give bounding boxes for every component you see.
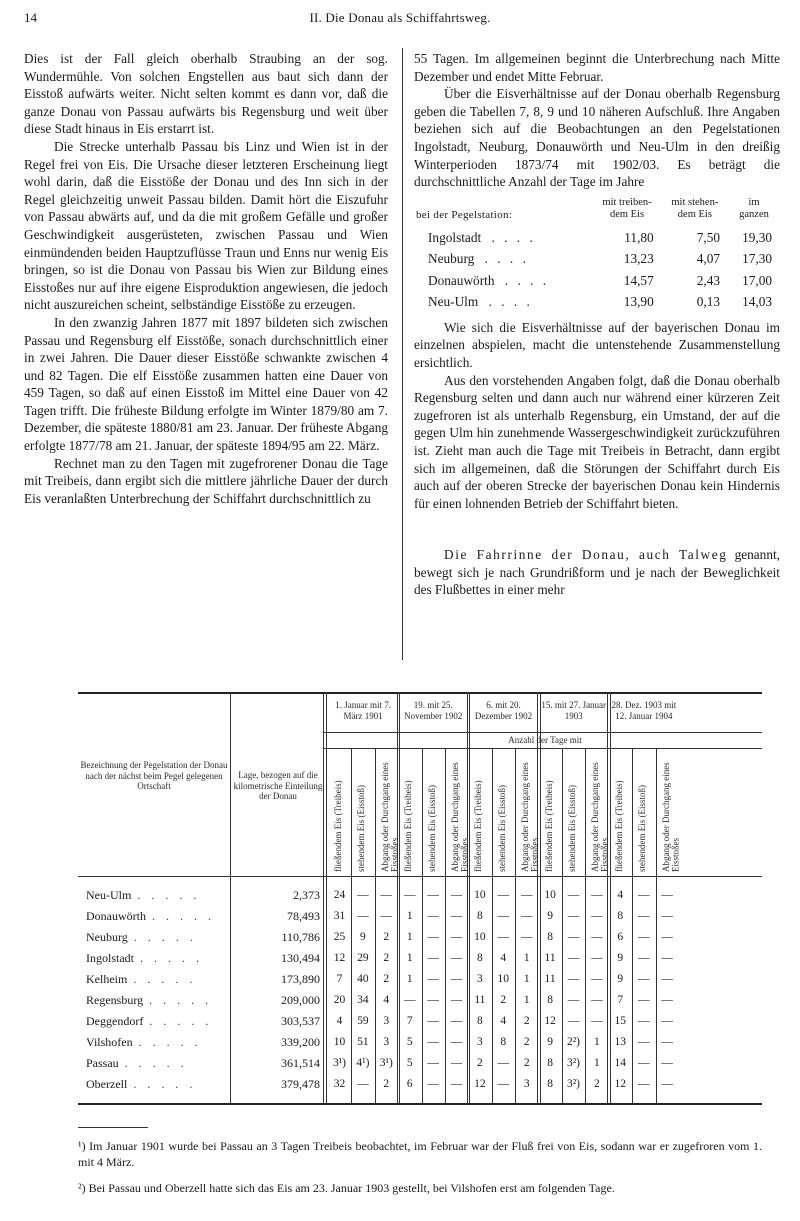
day-count: 2: [477, 1057, 483, 1069]
col-rule: [492, 748, 493, 1103]
station-label: Donauwörth: [428, 272, 495, 288]
footnote-1: ¹) Im Januar 1901 wurde bei Passau an 3 Tagen Treibeis beobachtet, im Februar war der Fluß frei von Eis, sodann war er zugefroren vom 1. mit 4 März.: [78, 1139, 762, 1169]
day-count: 31: [333, 910, 346, 922]
day-count: 2: [383, 1078, 390, 1090]
day-count: —: [567, 994, 580, 1006]
day-count: —: [661, 889, 673, 901]
station-name: [414, 291, 592, 313]
day-count: —: [450, 1078, 463, 1090]
day-count: 3¹): [379, 1057, 393, 1069]
header-rule: [323, 732, 762, 733]
paragraph: Dies ist der Fall gleich oberhalb Straubing an der sog. Wundermühle. Von solchen Engstellen aus baut sich dann der Eisstoß aufwärts weiter. Nicht selten kommt es dann vor, daß die ganze Donau von Passau aufwärts bis Regensburg und weit über diese Stadt hinaus in Eis erstarrt ist.: [24, 51, 388, 137]
leader-dots: . . . .: [485, 229, 536, 245]
day-count: —: [497, 889, 510, 901]
station-name: [414, 248, 592, 270]
day-count: 3: [383, 1036, 390, 1048]
paragraph: [414, 546, 780, 599]
day-count: 1: [523, 952, 530, 964]
value-ganz: 17,30: [742, 251, 772, 267]
day-count: 8: [477, 952, 483, 964]
day-count: 14: [614, 1057, 627, 1069]
paragraph: Aus den vorstehenden Angaben folgt, daß die Donau oberhalb Regensburg selten und dann auch nur während einer kürzeren Zeit zugefroren ist als unterhalb Regensburg, ein Umstand, der auf die gegen Ulm hin zunehmende Wassergeschwindigkeit zurückzuführen ist. Zieht man auch die Tage mit Treibeis in Betracht, dann ergibt sich im allgemeinen, daß die Störungen der Schiffahrt durch Eis auch auf der oberen Strecke der bayerischen Donau kein Hindernis für einen lohnenden Betrieb der Schiffahrt bieten.: [414, 372, 780, 511]
station-name: [86, 930, 226, 944]
day-count: 51: [357, 1036, 369, 1048]
day-count: —: [520, 910, 533, 922]
day-count: —: [567, 889, 580, 901]
day-count: 32: [333, 1078, 346, 1090]
day-count: 9: [547, 910, 553, 922]
day-count: 2: [523, 1057, 530, 1069]
period-rule: [397, 692, 398, 1103]
subheader: Abgang oder Durchgang eines Eisstoßes: [520, 762, 540, 872]
paragraph: 55 Tagen. Im allgemeinen beginnt die Unterbrechung nach Mitte Dezember und endet Mitte Februar.: [414, 51, 780, 84]
day-count: 3: [523, 1078, 530, 1090]
day-count: —: [403, 994, 416, 1006]
page-header: [24, 10, 776, 30]
day-count: —: [497, 910, 510, 922]
station-name: [86, 888, 226, 902]
station-name: [86, 1056, 226, 1070]
day-count: —: [567, 952, 580, 964]
anzahl-header: Anzahl der Tage mit: [508, 735, 582, 745]
day-count: —: [450, 910, 463, 922]
period-header: 19. mit 25. November 1902: [404, 700, 463, 721]
period-header: 1. Januar mit 7. März 1901: [335, 700, 391, 721]
value-steh: 0,13: [696, 294, 721, 310]
day-count: 12: [614, 1078, 627, 1090]
subheader: fließendem Eis (Treibeis): [543, 780, 554, 872]
station-name: [86, 1077, 226, 1091]
day-count: —: [637, 952, 650, 964]
day-count: 15: [614, 1015, 627, 1027]
day-count: —: [427, 1078, 439, 1090]
day-count: —: [497, 1078, 510, 1090]
leader-dots: . . . . .: [133, 930, 197, 944]
km-value: 303,537: [281, 1014, 320, 1028]
day-count: 24: [333, 889, 346, 901]
value-steh: 2,43: [696, 272, 721, 288]
day-count: —: [520, 931, 533, 943]
day-count: 4¹): [356, 1057, 370, 1069]
day-count: 40: [357, 973, 369, 985]
station-name: [86, 972, 226, 986]
col-header-treibeis: mit treiben- dem Eis: [602, 196, 652, 220]
day-count: 1: [594, 1036, 600, 1048]
day-count: 8: [547, 931, 553, 943]
station-label: Oberzell: [86, 1077, 128, 1091]
km-value: 173,890: [281, 972, 320, 986]
paragraph: In den zwanzig Jahren 1877 mit 1897 bildeten sich zwischen Passau und Regensburg elf Eisstöße, sonach durchschnittlich einer in zwei Jahren. Die Dauer dieser Eisstöße schwankte zwischen 4 und 82 Tagen. Die elf Eisstöße zusammen hatten eine Dauer von 459 Tagen, so daß auf einen Eisstoß im Mittel eine Dauer von 42 Tagen trifft. Die früheste Bildung erfolgte im Winter 1879/80 am 7. Dezember, die späteste 1880/81 am 23. Januar. Der früheste Abgang erfolgte 1877/78 am 21. Januar, der späteste 1894/95 am 22. März.: [24, 314, 388, 454]
day-count: —: [520, 889, 533, 901]
leader-dots: . . . .: [482, 294, 533, 310]
day-count: 12: [544, 1015, 556, 1027]
day-count: —: [450, 952, 463, 964]
day-count: —: [661, 973, 673, 985]
col-rule: [323, 692, 324, 1103]
ice-days-table: [414, 195, 780, 313]
day-count: 9: [617, 973, 624, 985]
subheader: stehendem Eis (Eisstoß): [426, 785, 437, 872]
day-count: —: [637, 1015, 650, 1027]
day-count: —: [637, 910, 650, 922]
station-name: [86, 1035, 226, 1049]
day-count: 1: [406, 952, 413, 964]
leader-dots: . . . . .: [152, 909, 215, 923]
station-label: Neuburg: [428, 251, 475, 267]
day-count: —: [567, 973, 580, 985]
day-count: 8: [477, 910, 483, 922]
day-count: —: [450, 994, 463, 1006]
day-count: 4: [617, 889, 624, 901]
day-count: —: [450, 889, 463, 901]
day-count: —: [427, 952, 439, 964]
day-count: 8: [547, 1057, 553, 1069]
leader-dots: . . . . .: [140, 951, 203, 965]
footnote-2: ²) Bei Passau und Oberzell hatte sich das Eis am 23. Januar 1903 gestellt, bei Vilshofen erst am folgenden Tage.: [78, 1181, 615, 1195]
value-treib: 13,23: [623, 251, 654, 267]
day-count: 8: [547, 1078, 553, 1090]
day-count: 5: [406, 1036, 413, 1048]
day-count: 8: [477, 1015, 483, 1027]
col-rule: [422, 748, 423, 1103]
station-label: Neu-Ulm: [428, 294, 479, 310]
day-count: 11: [544, 973, 556, 985]
period-header: 6. mit 20. Dezember 1902: [474, 700, 533, 721]
period-rule: [607, 692, 608, 1103]
day-count: 3²): [566, 1078, 581, 1090]
col-rule: [585, 748, 586, 1103]
subheader: Abgang oder Durchgang eines Eisstoßes: [379, 762, 400, 872]
column-divider: [402, 48, 403, 660]
subheader: stehendem Eis (Eisstoß): [567, 785, 577, 872]
km-value: 379,478: [281, 1077, 320, 1091]
day-count: —: [567, 910, 580, 922]
day-count: 34: [357, 994, 369, 1006]
station-label: Donauwörth: [86, 909, 146, 923]
col-rule: [515, 748, 516, 1103]
day-count: —: [380, 889, 393, 901]
day-count: 5: [406, 1057, 413, 1069]
station-label: Passau: [86, 1056, 119, 1070]
day-count: —: [427, 973, 439, 985]
leader-dots: . . . . .: [124, 1056, 188, 1070]
paragraph: Über die Eisverhältnisse auf der Donau oberhalb Regensburg geben die Tabellen 7, 8, 9 und 10 näheren Aufschluß. Ihre Angaben beziehen sich auf die Beobachtungen an den Pegelstationen Ingolstadt, Neuburg, Donauwörth und Neu-Ulm in den dreißig Winterperioden 1873/74 mit 1902/03. Es beträgt die durchschnittliche Anzahl der Tage im Jahre: [414, 86, 780, 190]
value-ganz: 14,03: [742, 294, 772, 310]
day-count: 7: [406, 1015, 413, 1027]
day-count: 12: [333, 952, 346, 964]
day-count: —: [357, 889, 369, 901]
day-count: 1: [523, 994, 530, 1006]
subheader: Abgang oder Durchgang eines Eisstoßes: [450, 762, 470, 872]
day-count: —: [591, 952, 603, 964]
station-name: [414, 227, 592, 249]
day-count: 25: [333, 931, 346, 943]
day-count: —: [427, 931, 439, 943]
day-count: —: [637, 1057, 650, 1069]
value-treib: 13,90: [623, 294, 654, 310]
day-count: 3²): [566, 1057, 581, 1069]
day-count: —: [661, 1036, 673, 1048]
value-steh: 4,07: [696, 251, 721, 267]
day-count: 59: [357, 1015, 369, 1027]
day-count: —: [591, 973, 603, 985]
day-count: —: [661, 1057, 673, 1069]
header-station: Bezeichnung der Pegelstation der Donau nach der nächst beim Pegel gelegenen Ortschaft: [80, 760, 228, 791]
day-count: —: [591, 1015, 603, 1027]
day-count: —: [637, 994, 650, 1006]
day-count: —: [637, 889, 650, 901]
station-name: [86, 909, 226, 923]
leader-dots: . . . . .: [138, 1035, 202, 1049]
day-count: —: [450, 1057, 463, 1069]
text: genannt, bewegt sich je nach Grundrißform und je nach der Beweglichkeit des Flußbettes in einer mehr: [414, 547, 780, 598]
header-rule: [78, 876, 762, 877]
leader-dots: . . . . .: [133, 972, 197, 986]
ice-table-row: [414, 270, 780, 292]
col-rule: [445, 748, 446, 1103]
value-treib: 14,57: [623, 272, 654, 288]
station-name: [86, 1014, 226, 1028]
value-steh: 7,50: [696, 229, 721, 245]
day-count: 1: [406, 973, 413, 985]
day-count: —: [567, 931, 580, 943]
km-value: 2,373: [293, 888, 320, 902]
day-count: —: [591, 931, 603, 943]
day-count: 2: [523, 1015, 530, 1027]
day-count: —: [661, 1078, 673, 1090]
day-count: 9: [360, 931, 366, 943]
day-count: 1: [594, 1057, 600, 1069]
period-header: 15. mit 27. Januar 1903: [541, 700, 607, 721]
day-count: —: [403, 889, 416, 901]
subheader: stehendem Eis (Eisstoß): [637, 785, 648, 872]
table-top-rule: [78, 692, 762, 694]
day-count: 2: [383, 952, 390, 964]
subheader: fließendem Eis (Treibeis): [613, 780, 624, 872]
day-count: —: [637, 931, 650, 943]
day-count: 7: [336, 973, 343, 985]
day-count: —: [427, 994, 439, 1006]
left-column: [24, 50, 388, 507]
day-count: —: [661, 910, 673, 922]
day-count: —: [591, 910, 603, 922]
km-value: 361,514: [281, 1056, 320, 1070]
leader-dots: . . . . .: [137, 888, 201, 902]
col-header-stehendes-eis: mit stehen- dem Eis: [671, 196, 719, 220]
day-count: —: [637, 1036, 650, 1048]
header-rule: [323, 748, 762, 749]
day-count: —: [637, 1078, 650, 1090]
station-label: Deggendorf: [86, 1014, 144, 1028]
leader-dots: . . . .: [498, 272, 550, 288]
leader-dots: . . . .: [478, 251, 529, 267]
day-count: 10: [474, 931, 486, 943]
day-count: —: [661, 994, 673, 1006]
day-count: 13: [614, 1036, 627, 1048]
value-ganz: 19,30: [742, 229, 772, 245]
station-label: Kelheim: [86, 972, 128, 986]
day-count: 11: [474, 994, 486, 1006]
subheader: Abgang oder Durchgang eines Eisstoßes: [660, 762, 681, 872]
subheader: fließendem Eis (Treibeis): [403, 780, 414, 872]
day-count: 7: [617, 994, 624, 1006]
day-count: 2: [523, 1036, 530, 1048]
km-value: 209,000: [281, 993, 320, 1007]
day-count: —: [357, 1078, 369, 1090]
col-rule: [375, 748, 376, 1103]
subheader: fließendem Eis (Treibeis): [333, 780, 343, 872]
col-rule: [562, 748, 563, 1103]
day-count: 9: [617, 952, 624, 964]
col-header-station: bei der Pegelstation:: [416, 208, 513, 221]
day-count: 2: [594, 1078, 600, 1090]
day-count: 3: [383, 1015, 390, 1027]
day-count: —: [427, 1057, 439, 1069]
col-header-ganzen: im ganzen: [739, 196, 769, 220]
period-rule: [537, 692, 538, 1103]
table-bottom-rule: [78, 1103, 762, 1105]
paragraph: Rechnet man zu den Tagen mit zugefrorener Donau die Tage mit Treibeis, dann ergibt sich die mittlere jährliche Dauer der durch Eis veranlaßten Unterbrechung der Schiffahrt durchschnittlich zu: [24, 455, 388, 506]
col-rule: [351, 748, 352, 1103]
paragraph: Die Strecke unterhalb Passau bis Linz und Wien ist in der Regel frei von Eis. Die Ursache dieser letzteren Erscheinung liegt wohl darin, daß die Eisstöße der Donau und des Inn sich in der Regel gleichzeitig unweit Passau bilden. Damit hört die Eiszufuhr von Passau abwärts auf, und da die mit großem Gefälle und großer Geschwindigkeit ausgerüsteten, zwischen Passau und Wien einmündenden beiden Hauptzuflüsse Traun und Enns nur wenig Eis bringen, so ist die Donau von Passau bis Wien zur Bildung eines Eisstoßes nur auf ihre eigene Eisproduktion angewiesen, die jedoch nicht auszureichen scheint, selbständige Eisstöße zu erzeugen.: [24, 138, 388, 313]
day-count: 8: [617, 910, 624, 922]
day-count: 2²): [566, 1036, 581, 1048]
day-count: 8: [500, 1036, 507, 1048]
ice-table-row: [414, 248, 780, 270]
day-count: 4: [500, 1015, 507, 1027]
day-count: 3: [477, 1036, 483, 1048]
day-count: 10: [333, 1036, 346, 1048]
day-count: —: [450, 1036, 463, 1048]
station-name: [414, 270, 592, 292]
col-rule: [632, 748, 633, 1103]
footnote-rule: [78, 1127, 148, 1128]
day-count: —: [427, 1036, 439, 1048]
day-count: 4: [500, 952, 507, 964]
ice-table-body: [414, 227, 780, 313]
day-count: 1: [406, 931, 413, 943]
station-label: Neu-Ulm: [86, 888, 132, 902]
day-count: 6: [617, 931, 624, 943]
day-count: 8: [547, 994, 553, 1006]
day-count: 10: [474, 889, 486, 901]
value-ganz: 17,00: [742, 272, 772, 288]
station-name: [86, 951, 226, 965]
day-count: —: [661, 1015, 673, 1027]
paragraph: Wie sich die Eisverhältnisse auf der bayerischen Donau im einzelnen abspielen, macht die untenstehende Zusammenstellung ersichtlich.: [414, 319, 780, 370]
day-count: —: [450, 931, 463, 943]
day-count: 6: [406, 1078, 413, 1090]
period-rule: [467, 692, 468, 1103]
right-column: [414, 50, 780, 599]
page-number: 14: [24, 10, 37, 25]
day-count: 3¹): [332, 1057, 347, 1069]
ice-table-row: [414, 227, 780, 249]
day-count: 10: [544, 889, 556, 901]
station-label: Ingolstadt: [86, 951, 134, 965]
station-label: Ingolstadt: [428, 229, 482, 245]
day-count: —: [591, 889, 603, 901]
day-count: 3: [477, 973, 483, 985]
day-count: 2: [383, 973, 390, 985]
day-count: —: [427, 889, 439, 901]
value-treib: 11,80: [624, 229, 654, 245]
day-count: —: [427, 910, 439, 922]
day-count: —: [497, 1057, 510, 1069]
day-count: —: [637, 973, 650, 985]
day-count: —: [427, 1015, 439, 1027]
km-value: 78,493: [287, 909, 320, 923]
day-count: —: [661, 952, 673, 964]
station-label: Vilshofen: [86, 1035, 133, 1049]
header-lage: Lage, bezogen auf die kilometrische Einteilung der Donau: [233, 770, 323, 801]
subheader: stehendem Eis (Eisstoß): [496, 785, 507, 872]
day-count: 10: [497, 973, 510, 985]
station-name: [86, 993, 226, 1007]
day-count: —: [450, 973, 463, 985]
km-value: 110,786: [281, 930, 320, 944]
day-count: 11: [544, 952, 556, 964]
day-count: —: [450, 1015, 463, 1027]
leader-dots: . . . . .: [133, 1077, 197, 1091]
col-rule: [656, 748, 657, 1103]
day-count: 4: [383, 994, 390, 1006]
col-rule: [326, 692, 327, 1103]
ice-table-row: [414, 291, 780, 313]
day-count: —: [591, 994, 603, 1006]
day-count: 20: [333, 994, 346, 1006]
leader-dots: . . . . .: [149, 1014, 213, 1028]
day-count: 2: [500, 994, 507, 1006]
subheader: fließendem Eis (Treibeis): [473, 780, 484, 872]
day-count: —: [567, 1015, 580, 1027]
subheader: stehendem Eis (Eisstoß): [356, 785, 367, 872]
leader-dots: . . . . .: [149, 993, 213, 1007]
col-rule: [230, 692, 231, 1103]
km-value: 339,200: [281, 1035, 320, 1049]
day-count: 2: [383, 931, 390, 943]
day-count: 12: [474, 1078, 486, 1090]
station-label: Regensburg: [86, 993, 144, 1007]
spaced-text: Die Fahrrinne der Donau, auch Talweg: [444, 547, 728, 563]
day-count: 9: [547, 1036, 553, 1048]
day-count: —: [497, 931, 510, 943]
km-value: 130,494: [281, 951, 320, 965]
day-count: —: [661, 931, 673, 943]
subheader: Abgang oder Durchgang eines Eisstoßes: [590, 762, 610, 872]
day-count: 4: [336, 1015, 343, 1027]
day-count: —: [380, 910, 393, 922]
day-count: 1: [523, 973, 530, 985]
ice-observation-table: [78, 692, 762, 1112]
day-count: 29: [357, 952, 369, 964]
period-header: 28. Dez. 1903 mit 12. Januar 1904: [611, 700, 677, 721]
day-count: —: [357, 910, 369, 922]
running-title: II. Die Donau als Schiffahrtsweg.: [309, 10, 491, 25]
day-count: 1: [406, 910, 413, 922]
station-label: Neuburg: [86, 930, 128, 944]
